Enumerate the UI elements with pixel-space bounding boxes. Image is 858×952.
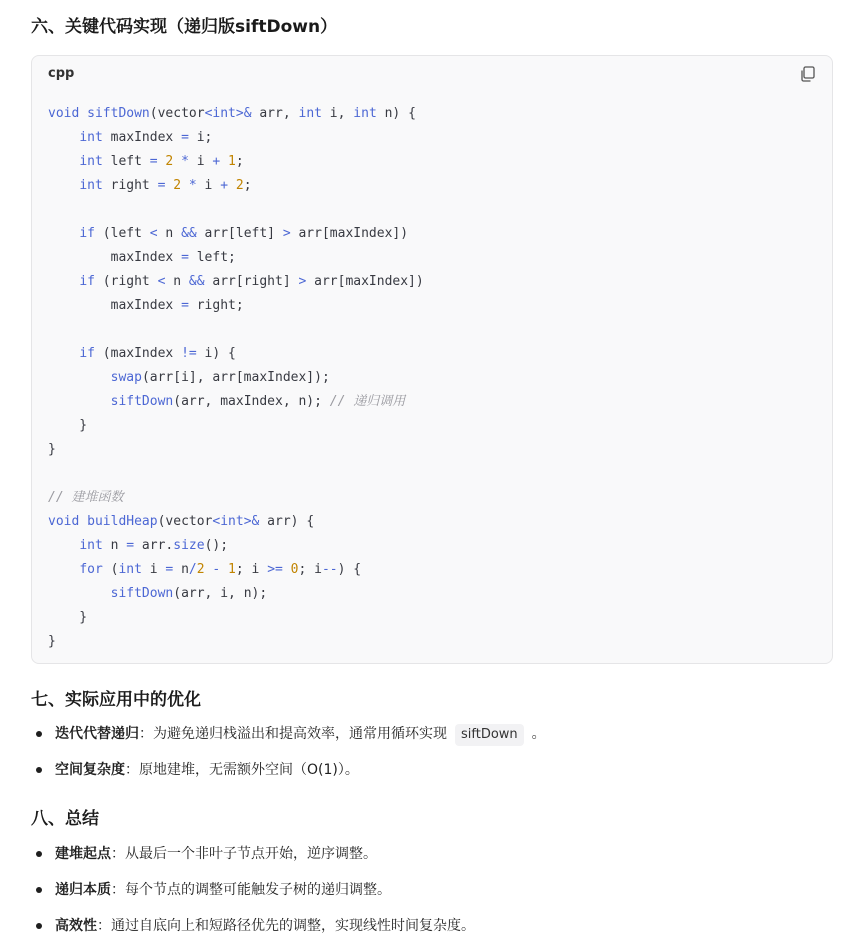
code-token <box>48 178 79 193</box>
code-token: = <box>181 298 189 313</box>
code-token: ; <box>235 154 244 169</box>
code-token <box>79 106 87 121</box>
code-token <box>48 226 79 241</box>
code-line <box>48 486 424 510</box>
code-line <box>48 534 424 558</box>
list-item-text: ：从最后一个非叶子节点开始，逆序调整。 <box>111 846 377 862</box>
code-token: 1 <box>228 562 236 577</box>
code-token: (arr, i, n); <box>173 586 268 601</box>
code-token: int <box>220 514 244 529</box>
code-token: = <box>157 178 166 193</box>
code-token: siftDown <box>87 106 150 121</box>
code-line <box>48 510 424 534</box>
code-token: ( <box>102 562 119 577</box>
code-token: != <box>181 346 197 361</box>
code-token: } <box>48 610 88 625</box>
code-token: < <box>157 274 166 289</box>
code-token <box>48 394 111 409</box>
code-token: void <box>48 106 80 121</box>
list-item <box>31 844 475 880</box>
code-token: n) { <box>376 106 416 121</box>
code-line <box>48 414 424 438</box>
list-item-term: 高效性 <box>55 918 97 934</box>
list-item-text-end: 。 <box>531 726 546 742</box>
code-token: 2 <box>173 178 182 193</box>
code-token: (vector <box>149 106 205 121</box>
code-token: > <box>298 274 307 289</box>
code-token: arr. <box>134 538 174 553</box>
code-token: int <box>79 538 103 553</box>
code-line <box>48 174 424 198</box>
code-line <box>48 582 424 606</box>
code-token: ; <box>243 178 252 193</box>
list-item <box>31 724 546 760</box>
code-token <box>48 586 111 601</box>
code-token: / <box>188 562 197 577</box>
code-token: int <box>212 106 236 121</box>
code-token: right; <box>188 298 244 313</box>
code-token: (); <box>204 538 229 553</box>
code-token: 2 <box>235 178 244 193</box>
code-token: n <box>165 274 189 289</box>
section-8-heading: 八、总结 <box>31 809 99 829</box>
code-token: void <box>48 514 80 529</box>
code-content <box>48 102 424 654</box>
code-token <box>228 178 236 193</box>
code-token: buildHeap <box>87 514 158 529</box>
code-line <box>48 102 424 126</box>
code-token: < <box>212 514 221 529</box>
code-token: int <box>79 130 103 145</box>
code-token: if <box>79 346 95 361</box>
code-token: int <box>118 562 142 577</box>
code-token: siftDown <box>110 586 174 601</box>
code-token <box>48 274 79 289</box>
code-token: right <box>102 178 158 193</box>
code-token: 2 <box>165 154 174 169</box>
code-token: siftDown <box>110 394 174 409</box>
code-token: left; <box>188 250 236 265</box>
code-token: // 建堆函数 <box>48 490 124 505</box>
code-token: ; i <box>298 562 322 577</box>
code-token: 1 <box>228 154 236 169</box>
code-token <box>48 370 111 385</box>
code-line <box>48 342 424 366</box>
code-token: = <box>149 154 158 169</box>
code-line <box>48 222 424 246</box>
code-token: maxIndex <box>48 250 182 265</box>
code-token: maxIndex <box>48 298 182 313</box>
code-token: } <box>48 418 88 433</box>
code-token: n <box>173 562 189 577</box>
code-token: >& <box>243 514 260 529</box>
code-line <box>48 318 424 342</box>
code-line <box>48 606 424 630</box>
code-token: if <box>79 226 95 241</box>
code-token: size <box>173 538 205 553</box>
code-token: arr[maxIndex]) <box>290 226 409 241</box>
code-token: left <box>102 154 150 169</box>
code-token: i <box>188 154 213 169</box>
code-token: i; <box>188 130 213 145</box>
code-token: i, <box>321 106 354 121</box>
code-token: < <box>149 226 158 241</box>
section-7-heading: 七、实际应用中的优化 <box>31 690 201 710</box>
code-line <box>48 558 424 582</box>
code-line <box>48 390 424 414</box>
code-token: * <box>181 154 189 169</box>
code-token: >& <box>235 106 252 121</box>
copy-code-button[interactable] <box>798 64 818 84</box>
list-item <box>31 760 546 796</box>
code-token: arr[maxIndex]) <box>306 274 424 289</box>
code-token <box>220 562 228 577</box>
code-token: } <box>48 442 56 457</box>
code-token <box>79 514 87 529</box>
code-token: swap <box>110 370 142 385</box>
code-token: (maxIndex <box>94 346 182 361</box>
code-token: (arr[i], arr[maxIndex]); <box>141 370 330 385</box>
code-token: (right <box>94 274 158 289</box>
code-token: > <box>282 226 291 241</box>
list-item-term: 迭代代替递归 <box>55 726 139 742</box>
code-token: (left <box>94 226 150 241</box>
code-token: arr, <box>251 106 299 121</box>
code-block <box>31 55 833 664</box>
code-token: maxIndex <box>102 130 182 145</box>
code-token: = <box>181 250 189 265</box>
code-token: -- <box>321 562 338 577</box>
code-line <box>48 366 424 390</box>
code-token: arr[left] <box>196 226 283 241</box>
list-item-term: 空间复杂度 <box>55 762 125 778</box>
code-line <box>48 438 424 462</box>
code-token <box>48 538 79 553</box>
code-token: for <box>79 562 103 577</box>
code-line <box>48 270 424 294</box>
list-item <box>31 916 475 952</box>
code-token <box>48 346 79 361</box>
code-token: * <box>188 178 197 193</box>
code-token: + <box>220 178 229 193</box>
code-line <box>48 462 424 486</box>
section-7-list <box>31 724 546 796</box>
code-token: int <box>79 178 103 193</box>
code-token: < <box>204 106 213 121</box>
code-token: = <box>181 130 189 145</box>
list-item-text: ：通过自底向上和短路径优先的调整，实现线性时间复杂度。 <box>97 918 475 934</box>
list-item-text: ：原地建堆，无需额外空间（O(1)）。 <box>125 762 359 778</box>
code-token <box>48 562 79 577</box>
code-token: int <box>79 154 103 169</box>
code-line <box>48 630 424 654</box>
code-token: = <box>165 562 174 577</box>
code-token <box>48 130 79 145</box>
section-8-list <box>31 844 475 952</box>
code-token <box>220 154 228 169</box>
code-token: = <box>126 538 135 553</box>
code-token: arr) { <box>259 514 315 529</box>
code-token: n <box>102 538 127 553</box>
code-token: int <box>298 106 322 121</box>
code-token: ; i <box>235 562 268 577</box>
inline-code: siftDown <box>455 724 524 746</box>
code-token: i <box>196 178 221 193</box>
code-token: && <box>188 274 205 289</box>
code-token: n <box>157 226 182 241</box>
code-line <box>48 294 424 318</box>
code-token: 0 <box>290 562 299 577</box>
code-token: + <box>212 154 221 169</box>
code-token <box>181 178 189 193</box>
section-6-heading: 六、关键代码实现（递归版siftDown） <box>31 17 338 37</box>
code-token: i) { <box>196 346 236 361</box>
code-token: arr[right] <box>204 274 299 289</box>
list-item-term: 建堆起点 <box>55 846 111 862</box>
code-token: if <box>79 274 95 289</box>
code-line <box>48 198 424 222</box>
code-token <box>283 562 291 577</box>
copy-icon <box>798 64 818 84</box>
code-line <box>48 246 424 270</box>
code-token: // 递归调用 <box>329 394 406 409</box>
list-item <box>31 880 475 916</box>
code-line <box>48 150 424 174</box>
code-token: } <box>48 634 56 649</box>
code-token: (arr, maxIndex, n); <box>173 394 330 409</box>
code-token: i <box>141 562 166 577</box>
code-language-label: cpp <box>48 66 75 81</box>
code-token: (vector <box>157 514 213 529</box>
code-token: - <box>212 562 221 577</box>
code-token: 2 <box>196 562 205 577</box>
list-item-text: ：每个节点的调整可能触发子树的递归调整。 <box>111 882 391 898</box>
list-item-term: 递归本质 <box>55 882 111 898</box>
code-token <box>48 154 79 169</box>
code-line <box>48 126 424 150</box>
code-token: ) { <box>337 562 362 577</box>
code-token <box>173 154 181 169</box>
code-token: && <box>181 226 197 241</box>
code-token: int <box>353 106 377 121</box>
code-token: >= <box>267 562 283 577</box>
list-item-text: ：为避免递归栈溢出和提高效率，通常用循环实现 <box>139 726 447 742</box>
